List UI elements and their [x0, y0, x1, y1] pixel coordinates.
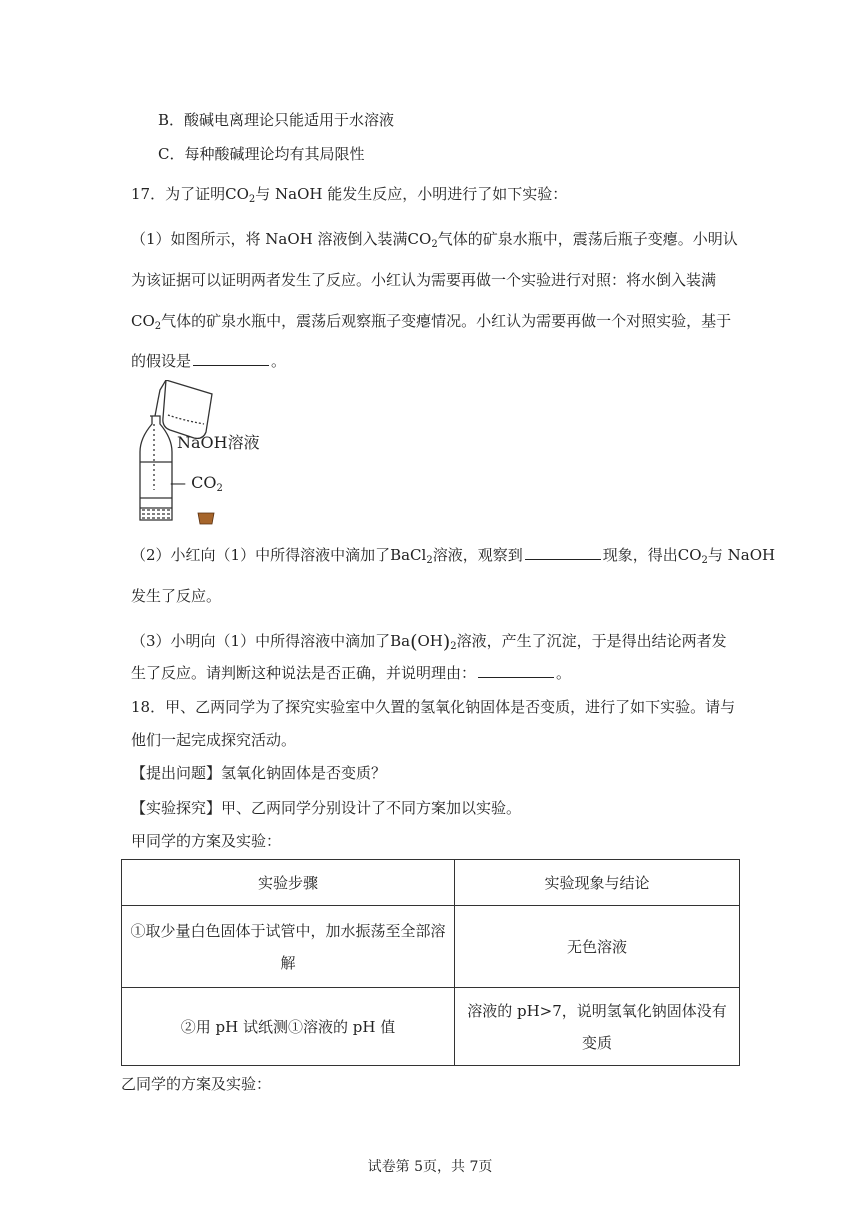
small-cup-icon — [198, 513, 214, 524]
part-1-line-1: （1）如图所示，将 NaOH 溶液倒入装满$CO_2$气体的矿泉水瓶中，震荡后瓶子变瘪。小明认 — [131, 230, 738, 250]
question-18-line-1: 18．甲、乙两同学为了探究实验室中久置的氢氧化钠固体是否变质，进行了如下实验。请与 — [131, 698, 736, 716]
table-cell: 无色溶液 — [455, 906, 740, 988]
table-header-result: 实验现象与结论 — [455, 860, 740, 906]
co2-formula: CO — [225, 185, 249, 203]
ask-question: 【提出问题】氢氧化钠固体是否变质？ — [131, 764, 387, 782]
part-3-line-1: （3）小明向（1）中所得溶液中滴加了$Ba(OH)_2$溶液，产生了沉淀，于是得出结论两者发 — [131, 631, 727, 653]
table-cell: ①取少量白色固体于试管中，加水振荡至全部溶解 — [122, 906, 455, 988]
table-header-steps: 实验步骤 — [122, 860, 455, 906]
table-cell: ②用 pH 试纸测①溶液的 pH 值 — [122, 988, 455, 1066]
part-3-line-2: 生了反应。请判断这种说法是否正确，并说明理由： 。 — [131, 664, 572, 682]
part-2-line-1: （2）小红向（1）中所得溶液中滴加了BaCl$_2$溶液，观察到 现象，得出$CO_2$与 NaOH — [131, 546, 776, 566]
naoh-label: NaOH溶液 — [177, 433, 260, 452]
option-c: C．每种酸碱理论均有其局限性 — [158, 145, 365, 163]
experiment-explore: 【实验探究】甲、乙两同学分别设计了不同方案加以实验。 — [131, 799, 522, 817]
answer-blank-1[interactable] — [193, 351, 269, 366]
option-b: B．酸碱电离理论只能适用于水溶液 — [158, 111, 395, 129]
answer-blank-2[interactable] — [525, 545, 601, 560]
page-footer: 试卷第 5页，共 7页 — [367, 1159, 493, 1175]
part-1-line-4: 的假设是 。 — [131, 352, 287, 370]
co2-label: — $CO_2$ — [170, 473, 223, 494]
question-18-line-2: 他们一起完成探究活动。 — [131, 731, 297, 749]
part-2-line-2: 发生了反应。 — [131, 587, 222, 605]
table-cell: 溶液的 pH>7，说明氢氧化钠固体没有变质 — [455, 988, 740, 1066]
yi-plan-label: 乙同学的方案及实验： — [121, 1075, 272, 1093]
part-1-line-3: $CO_2$气体的矿泉水瓶中，震荡后观察瓶子变瘪情况。小红认为需要再做一个对照实验，基于 — [131, 312, 732, 332]
part-1-line-2: 为该证据可以证明两者发生了反应。小红认为需要再做一个实验进行对照：将水倒入装满 — [131, 271, 717, 289]
jia-experiment-table — [121, 859, 740, 1066]
jia-plan-label: 甲同学的方案及实验： — [131, 832, 282, 850]
bottle-experiment-figure — [130, 380, 270, 530]
answer-blank-3[interactable] — [478, 663, 554, 678]
question-17: 17．为了证明$CO_2$与 NaOH 能发生反应，小明进行了如下实验： — [131, 185, 568, 205]
